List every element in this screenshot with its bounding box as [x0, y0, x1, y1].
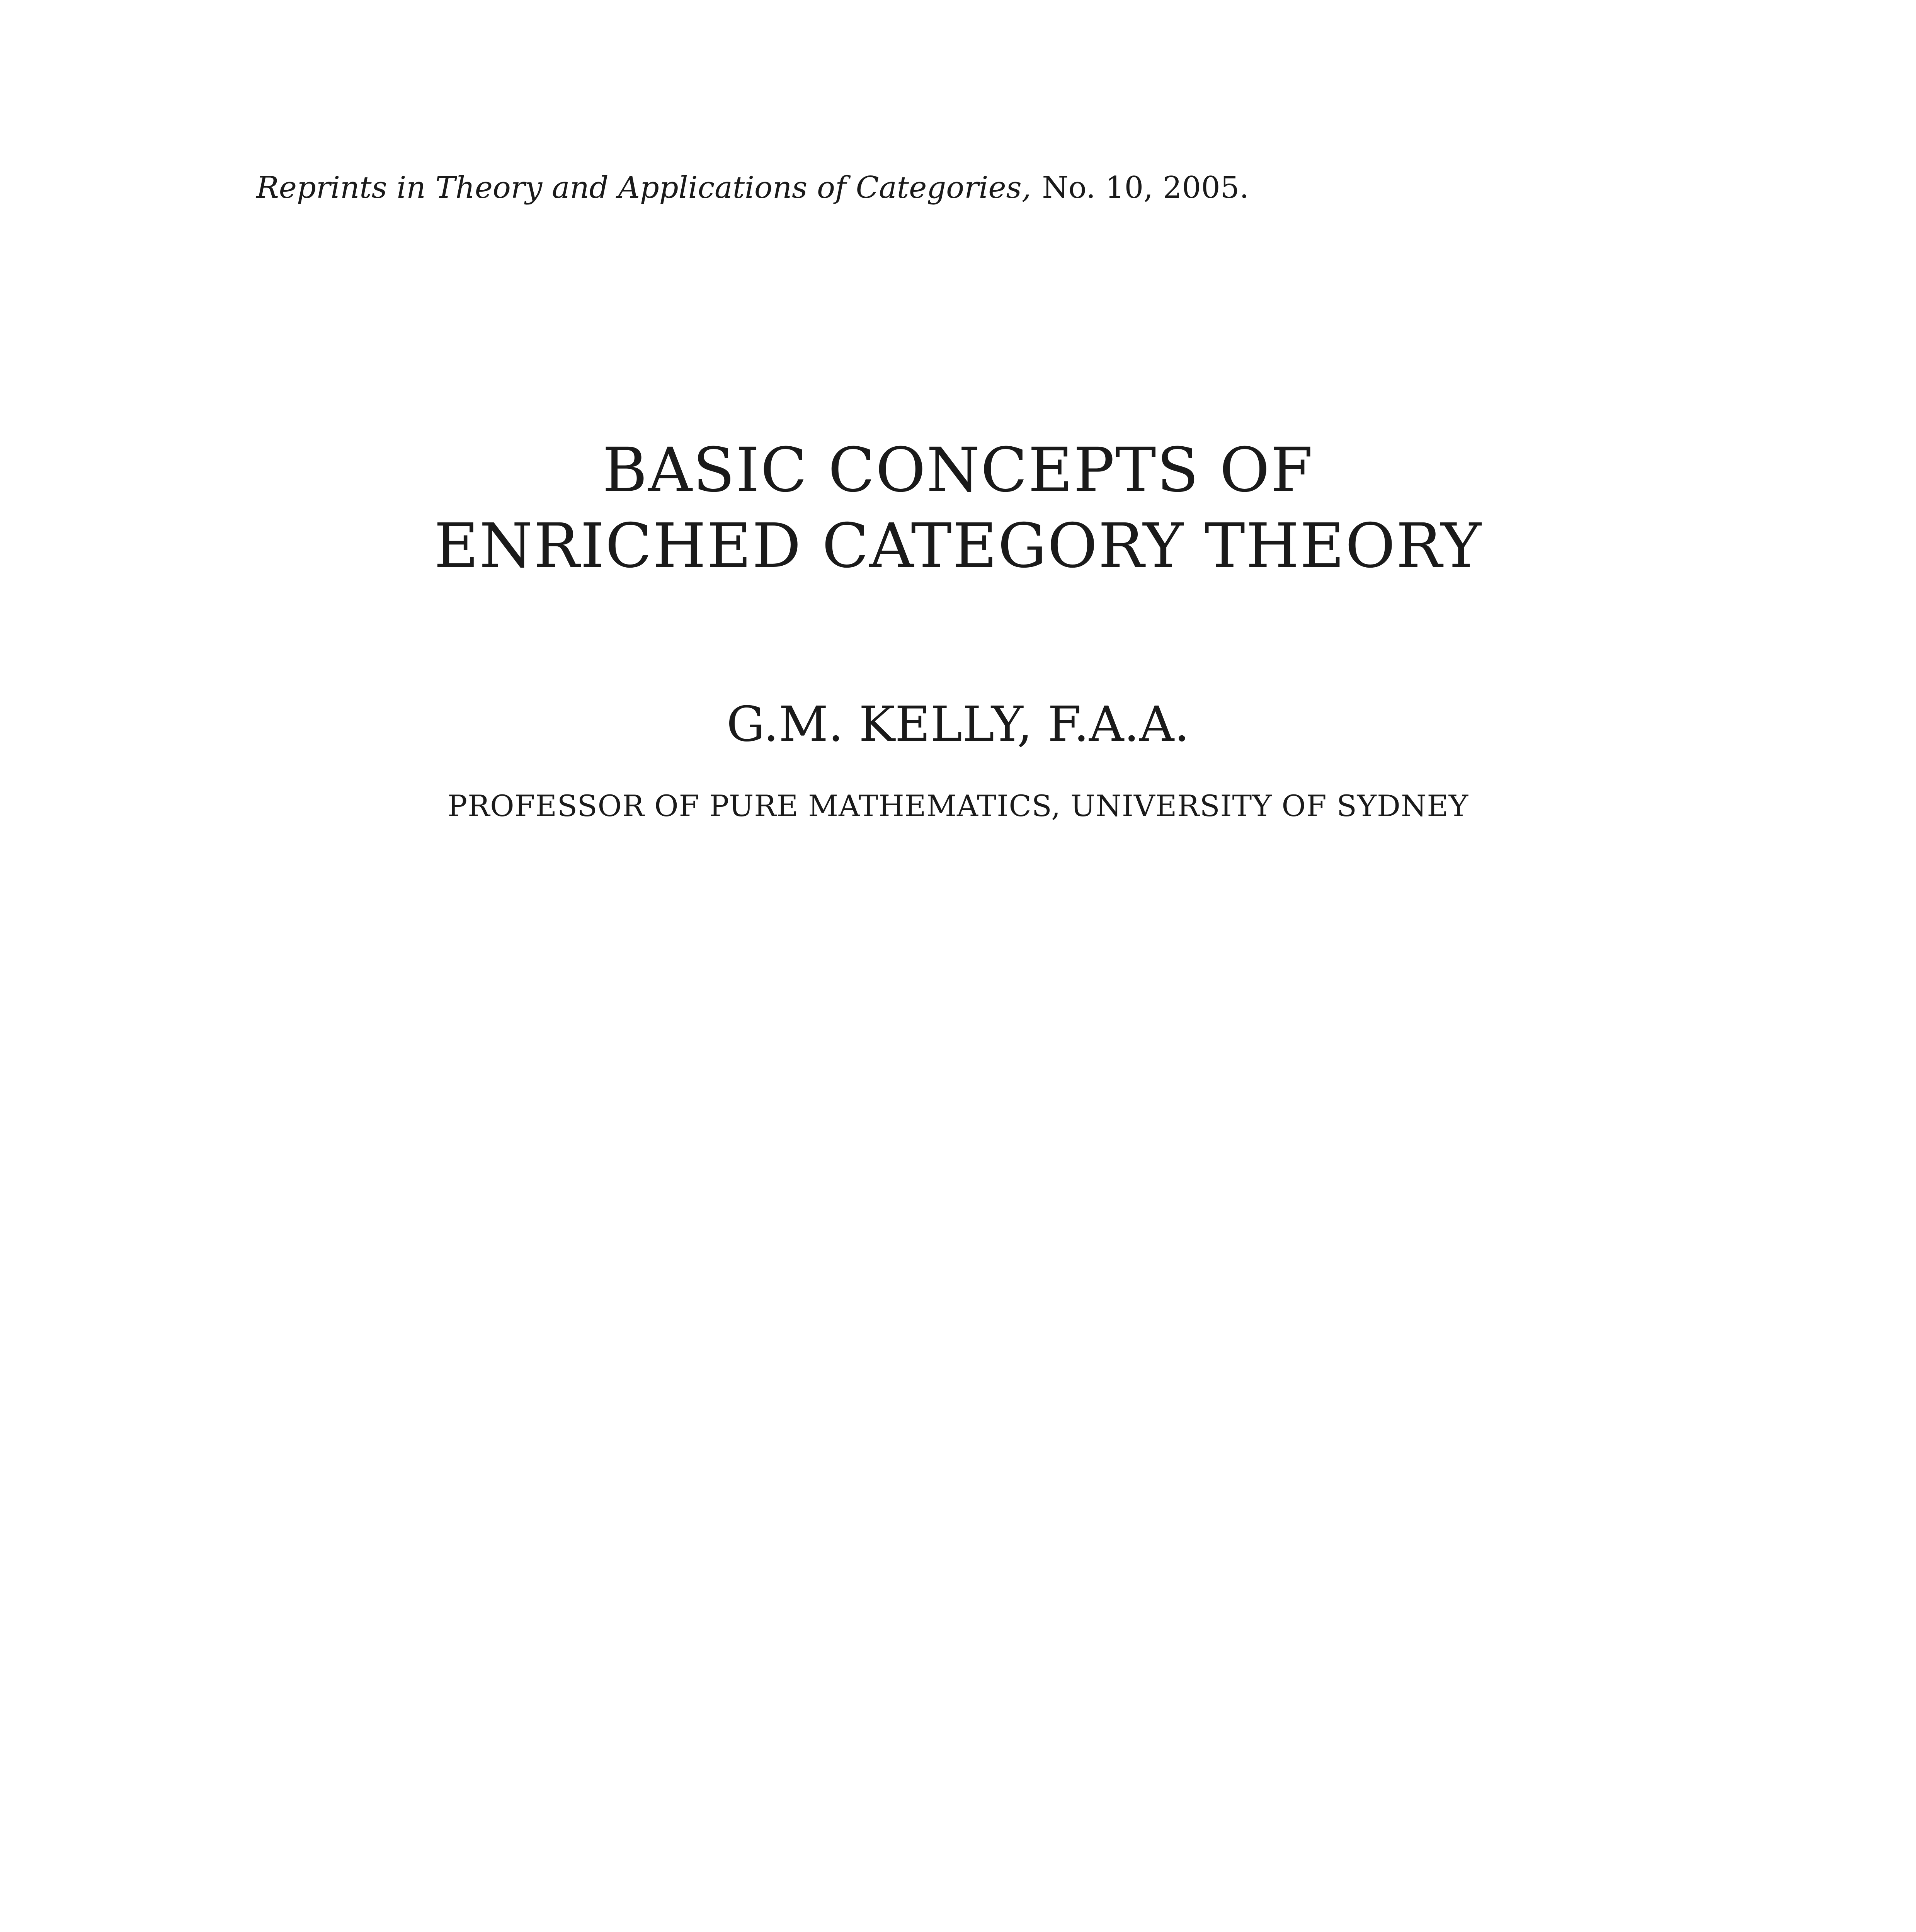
author-name: G.M. KELLY, F.A.A.: [726, 696, 1190, 752]
issue-number: No. 10, 2005.: [1042, 170, 1249, 205]
title-line-2: ENRICHED CATEGORY THEORY: [434, 510, 1482, 582]
running-head: [256, 170, 1249, 206]
page-title: [0, 433, 1916, 584]
title-line-1: BASIC CONCEPTS OF: [602, 435, 1314, 506]
journal-name: Reprints in Theory and Applications of Categories,: [256, 170, 1031, 205]
author-affiliation: PROFESSOR OF PURE MATHEMATICS, UNIVERSITY OF SYDNEY: [447, 789, 1469, 823]
